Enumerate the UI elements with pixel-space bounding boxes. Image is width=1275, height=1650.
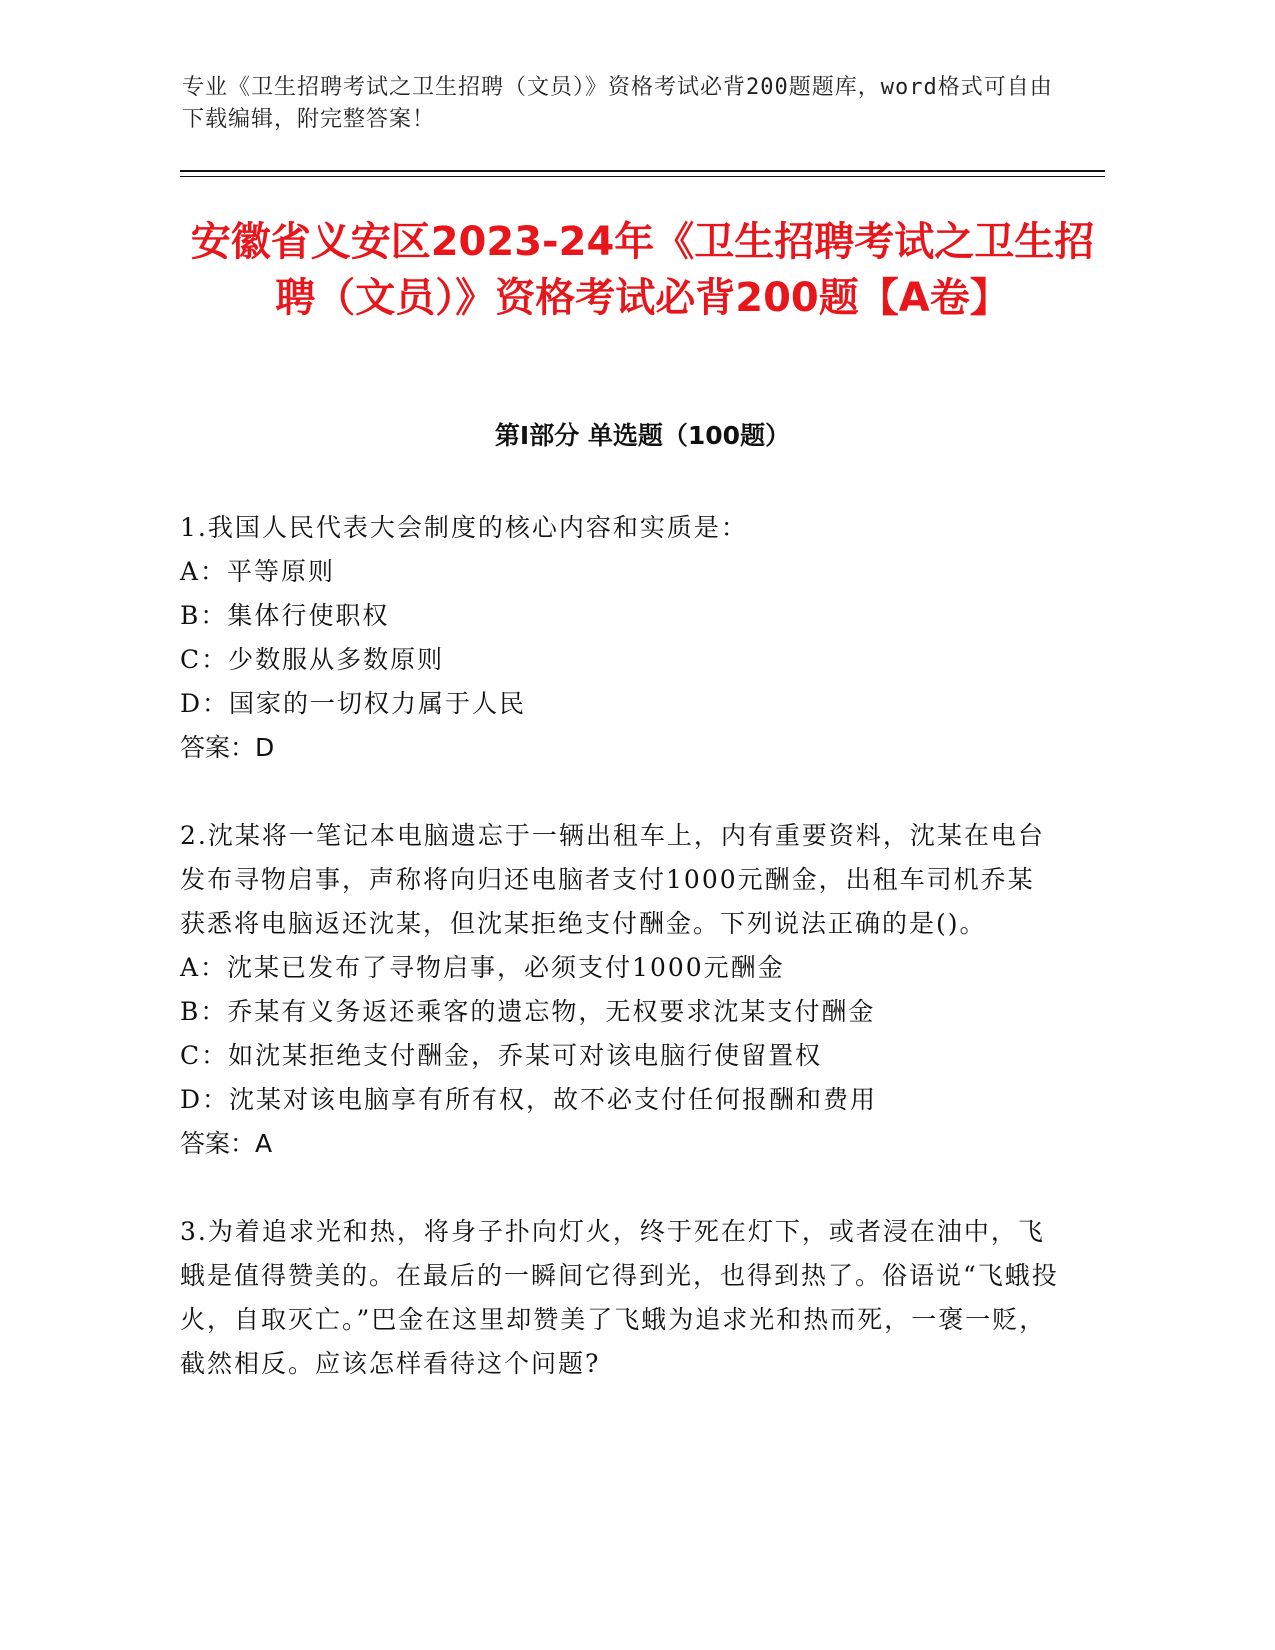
header-note: 专业《卫生招聘考试之卫生招聘（文员）》资格考试必背200题题库，word格式可自由下载编辑，附完整答案！ <box>182 75 1053 132</box>
answer-line: 答案：D <box>180 733 275 762</box>
question-text: 1.我国人民代表大会制度的核心内容和实质是： <box>180 513 748 542</box>
document-title: 安徽省义安区2023-24年《卫生招聘考试之卫生招聘（文员）》资格考试必背200题【A卷】 <box>190 219 1095 321</box>
question-item <box>180 1210 1060 1386</box>
option-d: D：沈某对该电脑享有所有权，故不必支付任何报酬和费用 <box>180 1085 878 1114</box>
option-d: D：国家的一切权力属于人民 <box>180 689 527 718</box>
option-c: C：少数服从多数原则 <box>180 645 445 674</box>
question-text: 2.沈某将一笔记本电脑遗忘于一辆出租车上，内有重要资料，沈某在电台发布寻物启事，声称将向归还电脑者支付1000元酬金，出租车司机乔某获悉将电脑返还沈某，但沈某拒绝支付酬金。下列说法正确的是()。 <box>180 821 1045 938</box>
option-b: B：集体行使职权 <box>180 601 390 630</box>
answer-line: 答案：A <box>180 1129 273 1158</box>
question-list <box>180 506 1060 1430</box>
question-item <box>180 814 1060 1166</box>
section-title: 第Ⅰ部分 单选题（100题） <box>494 421 791 450</box>
question-item <box>180 506 1060 770</box>
option-c: C：如沈某拒绝支付酬金，乔某可对该电脑行使留置权 <box>180 1041 823 1070</box>
option-b: B：乔某有义务返还乘客的遗忘物，无权要求沈某支付酬金 <box>180 997 876 1026</box>
option-a: A：平等原则 <box>180 557 336 586</box>
option-a: A：沈某已发布了寻物启事，必须支付1000元酬金 <box>180 953 785 982</box>
question-text: 3.为着追求光和热，将身子扑向灯火，终于死在灯下，或者浸在油中，飞蛾是值得赞美的。在最后的一瞬间它得到光，也得到热了。俗语说“飞蛾投火，自取灭亡。”巴金在这里却赞美了飞蛾为追求光和热而死，一褒一贬，截然相反。应该怎样看待这个问题? <box>180 1217 1059 1378</box>
header-rule-thin <box>180 176 1105 177</box>
header-rule-thick <box>180 170 1105 172</box>
